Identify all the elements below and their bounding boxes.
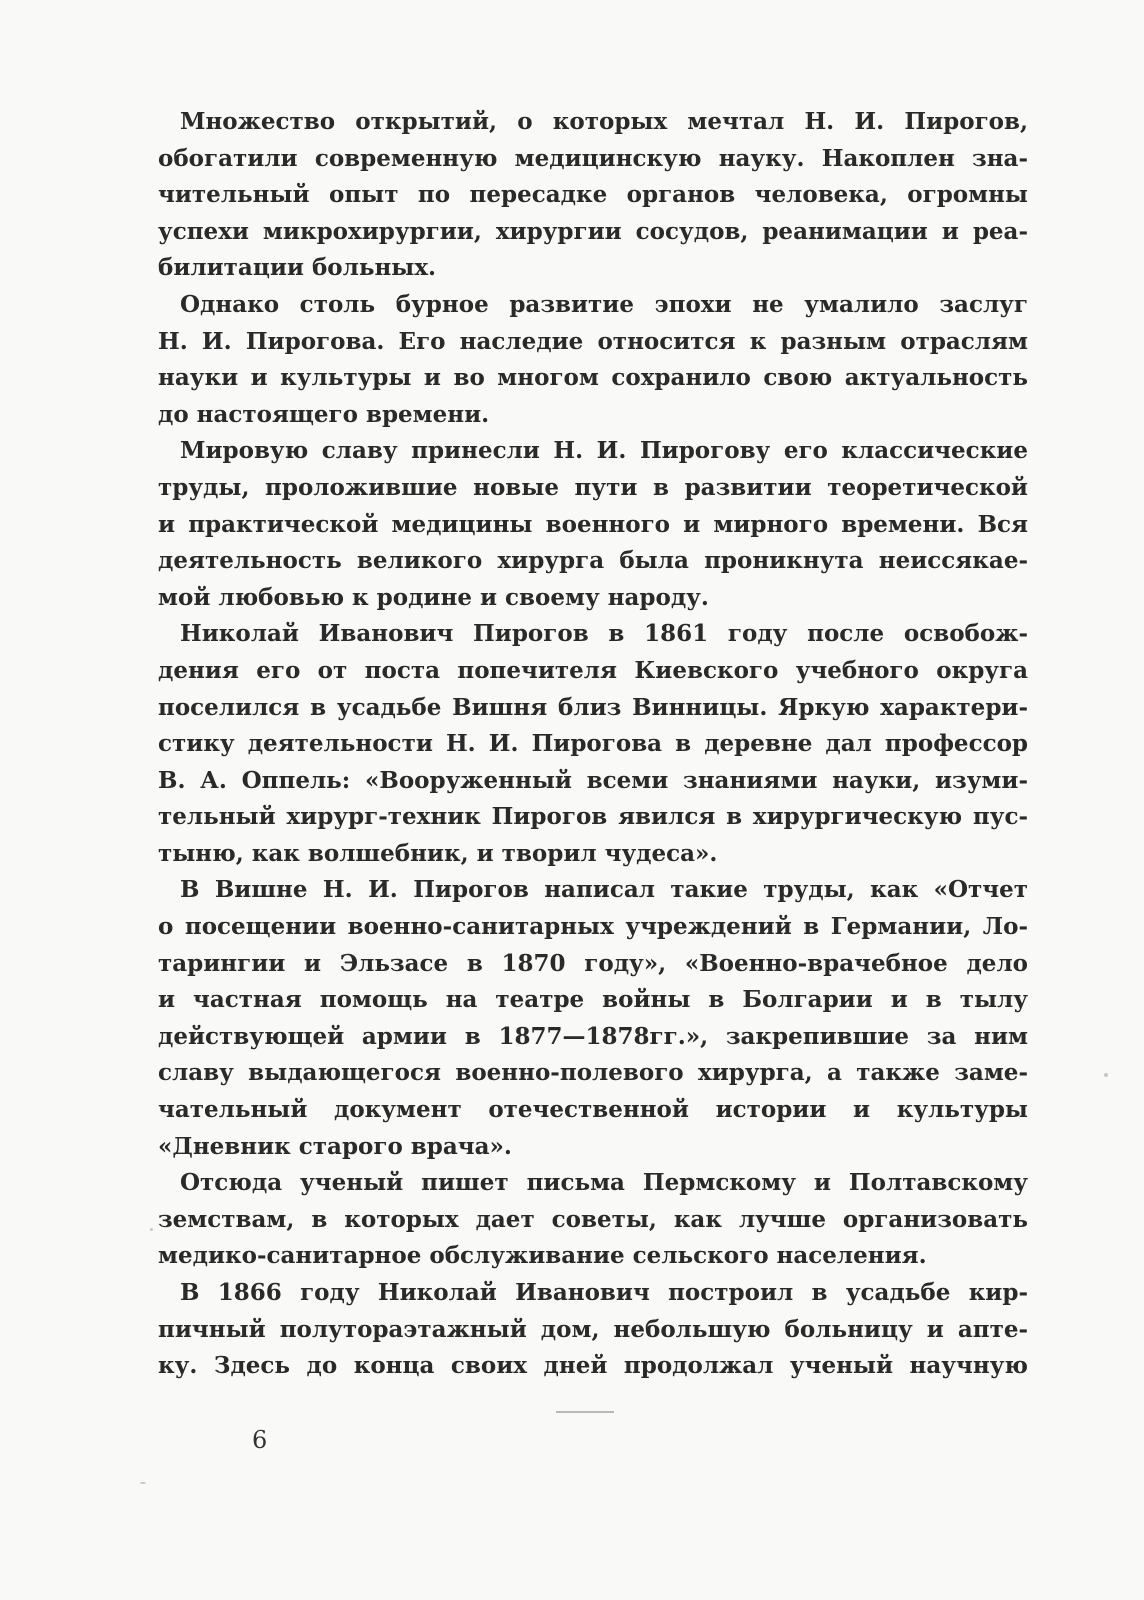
text-line: тарингии и Эльзасе в 1870 году», «Военно-врачебное дело	[158, 949, 1028, 977]
scan-speck	[150, 1228, 153, 1231]
text-line: чательный документ отечественной истории и культуры	[158, 1096, 1028, 1124]
scan-speck	[140, 1482, 146, 1484]
text-line: «Дневник старого врача».	[158, 1132, 512, 1160]
text-line: В. А. Оппель: «Вооруженный всеми знаниями науки, изуми-	[158, 766, 1028, 794]
text-line: Множество открытий, о которых мечтал Н. И. Пирогов,	[180, 108, 1028, 135]
text-line: дения его от поста попечителя Киевского учебного округа	[158, 656, 1028, 684]
text-line: Николай Иванович Пирогов в 1861 году после освобож-	[180, 620, 1028, 648]
body-text	[158, 104, 1028, 1385]
text-line: действующей армии в 1877—1878гг.», закрепившие за ним	[158, 1022, 1028, 1050]
text-line: пичный полутораэтажный дом, небольшую больницу и апте-	[158, 1315, 1028, 1343]
paragraph	[158, 1275, 1028, 1385]
text-line: деятельность великого хирурга была проникнута неиссякае-	[158, 547, 1028, 575]
text-line: тыню, как волшебник, и творил чудеса».	[158, 839, 718, 867]
text-line: до настоящего времени.	[158, 400, 490, 428]
text-line: мой любовью к родине и своему народу.	[158, 583, 709, 611]
text-line: В 1866 году Николай Иванович построил в усадьбе кир-	[180, 1279, 1028, 1306]
paragraph	[158, 616, 1028, 872]
text-line: Отсюда ученый пишет письма Пермскому и Полтавскому	[180, 1169, 1028, 1197]
text-line: славу выдающегося военно-полевого хирурга, а также заме-	[158, 1059, 1028, 1087]
text-line: ку. Здесь до конца своих дней продолжал ученый научную	[158, 1352, 1028, 1380]
paragraph	[158, 1165, 1028, 1275]
text-line: Мировую славу принесли Н. И. Пирогову его классические	[180, 437, 1028, 465]
text-line: Однако столь бурное развитие эпохи не умалило заслуг	[180, 290, 1028, 318]
text-line: билитации больных.	[158, 254, 437, 282]
text-line: тельный хирург-техник Пирогов явился в хирургическую пус-	[158, 803, 1028, 831]
text-line: земствам, в которых дает советы, как лучше организовать	[158, 1205, 1028, 1233]
text-line: поселился в усадьбе Вишня близ Винницы. Яркую характери-	[158, 693, 1028, 721]
text-line: о посещении военно-санитарных учреждений в Германии, Ло-	[158, 913, 1028, 941]
text-line: успехи микрохирургии, хирургии сосудов, реанимации и реа-	[158, 217, 1028, 245]
text-line: медико-санитарное обслуживание сельского населения.	[158, 1242, 927, 1270]
scan-mark	[556, 1411, 614, 1413]
text-line: и практической медицины военного и мирного времени. Вся	[158, 510, 1028, 538]
paragraph	[158, 104, 1028, 287]
page-number: 6	[252, 1426, 268, 1454]
text-line: и частная помощь на театре войны в Болгарии и в тылу	[158, 986, 1028, 1014]
text-line: труды, проложившие новые пути в развитии теоретической	[158, 473, 1028, 501]
text-line: Н. И. Пирогова. Его наследие относится к разным отраслям	[158, 327, 1028, 355]
text-line: чительный опыт по пересадке органов человека, огромны	[158, 181, 1028, 209]
text-line: В Вишне Н. И. Пирогов написал такие труды, как «Отчет	[180, 876, 1028, 904]
text-line: науки и культуры и во многом сохранило свою актуальность	[158, 364, 1028, 392]
scan-speck	[1104, 1073, 1108, 1077]
text-line: обогатили современную медицинскую науку. Накоплен зна-	[158, 144, 1028, 172]
paragraph	[158, 433, 1028, 616]
paragraph	[158, 872, 1028, 1165]
paragraph	[158, 287, 1028, 433]
text-line: стику деятельности Н. И. Пирогова в деревне дал профессор	[158, 730, 1028, 758]
